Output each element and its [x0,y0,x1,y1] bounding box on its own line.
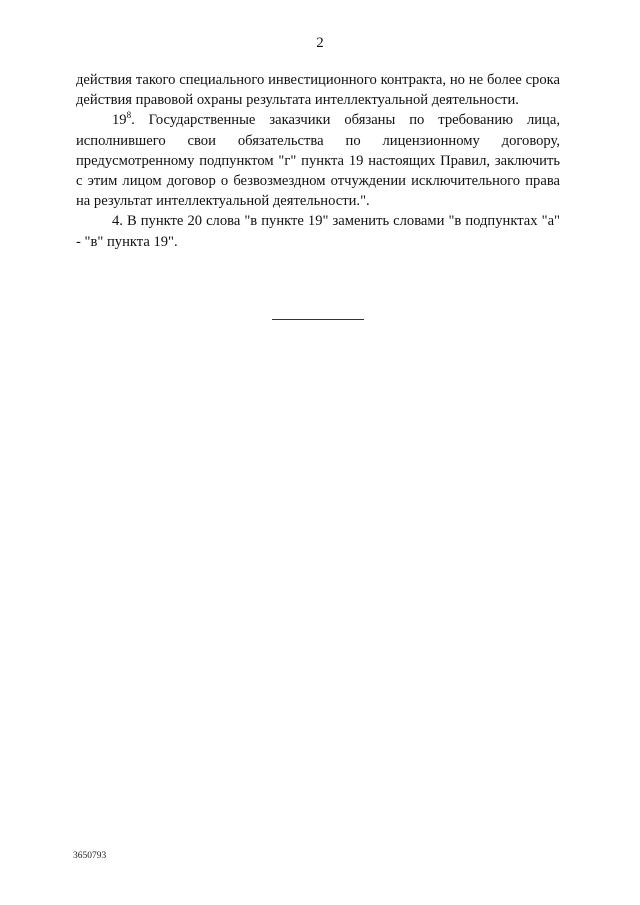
page-number: 2 [316,35,324,51]
paragraph-continuation: действия такого специального инвестиционного контракта, но не более срока действия правовой охраны результата интеллектуальной деятельности. [76,72,560,109]
document-code: 3650793 [73,851,107,861]
clause-number: 19 [112,112,127,129]
document-body [76,70,560,252]
clause-superscript: 8 [126,110,132,121]
paragraph-clause-19-8 [76,110,560,211]
paragraph-item-4: 4. В пункте 20 слова "в пункте 19" заменить словами "в подпунктах "а" - "в" пункта 19". [76,213,560,250]
end-divider [272,319,364,320]
clause-text: . Государственные заказчики обязаны по требованию лица, исполнившего свои обязательства по лицензионному договору, предусмотренному подпунктом "г" пункта 19 настоящих Правил, заключить с этим лицом договор о безвозмездном отчуждении исключительного права на результат интеллектуальной деятельности.". [76,112,560,210]
